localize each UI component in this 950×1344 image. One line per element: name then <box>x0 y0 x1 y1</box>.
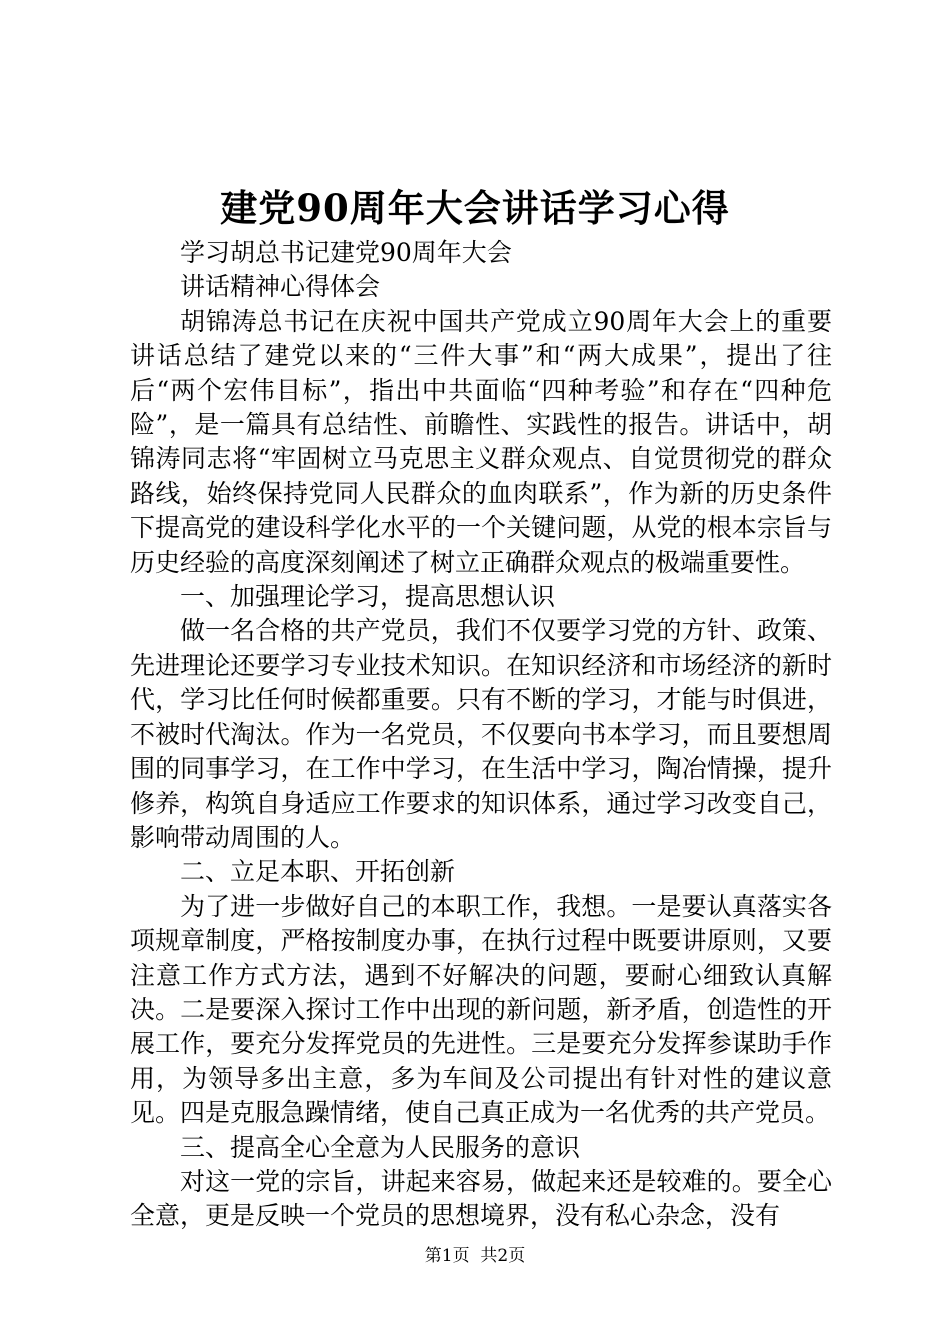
page-total: 共2页 <box>480 1246 526 1266</box>
paragraph: 讲话精神心得体会 <box>180 272 381 302</box>
paragraph: 为了进一步做好自己的本职工作，我想。一是要认真落实各项规章制度，严格按制度办事，在执行过程中既要讲原则，又要注意工作方式方法，遇到不好解决的问题，要耐心细致认真解决。二是要深入探讨工作中出现的新问题，新矛盾，创造性的开展工作，要充分发挥党员的先进性。三是要充分发挥参谋助手作用，为领导多出主意，多为车间及公司提出有针对性的建议意见。四是克服急躁情绪，使自己真正成为一名优秀的共产党员。 <box>130 891 832 1128</box>
document-body <box>130 236 832 1234</box>
document-title: 建党90周年大会讲话学习心得 <box>220 186 730 230</box>
paragraph: 做一名合格的共产党员，我们不仅要学习党的方针、政策、先进理论还要学习专业技术知识。在知识经济和市场经济的新时代，学习比任何时候都重要。只有不断的学习，才能与时俱进，不被时代淘汰。作为一名党员，不仅要向书本学习，而且要想周围的同事学习，在工作中学习，在生活中学习，陶冶情操，提升修养，构筑自身适应工作要求的知识体系，通过学习改变自己，影响带动周围的人。 <box>130 616 832 852</box>
paragraph: 学习胡总书记建党90周年大会 <box>180 238 512 267</box>
page-number: 第1页 <box>424 1246 470 1266</box>
page-footer <box>0 1244 950 1268</box>
section-heading: 一、加强理论学习，提高思想认识 <box>180 582 556 612</box>
paragraph: 对这一党的宗旨，讲起来容易，做起来还是较难的。要全心全意，更是反映一个党员的思想境界，没有私心杂念，没有 <box>130 1166 832 1231</box>
section-heading: 二、立足本职、开拓创新 <box>180 857 456 887</box>
paragraph: 胡锦涛总书记在庆祝中国共产党成立90周年大会上的重要讲话总结了建党以来的“三件大事”和“两大成果”，提出了往后“两个宏伟目标”，指出中共面临“四种考验”和存在“四种危险”，是一篇具有总结性、前瞻性、实践性的报告。讲话中，胡锦涛同志将“牢固树立马克思主义群众观点、自觉贯彻党的群众路线，始终保持党同人民群众的血肉联系”，作为新的历史条件下提高党的建设科学化水平的一个关键问题，从党的根本宗旨与历史经验的高度深刻阐述了树立正确群众观点的极端重要性。 <box>130 306 832 577</box>
section-heading: 三、提高全心全意为人民服务的意识 <box>180 1132 581 1162</box>
